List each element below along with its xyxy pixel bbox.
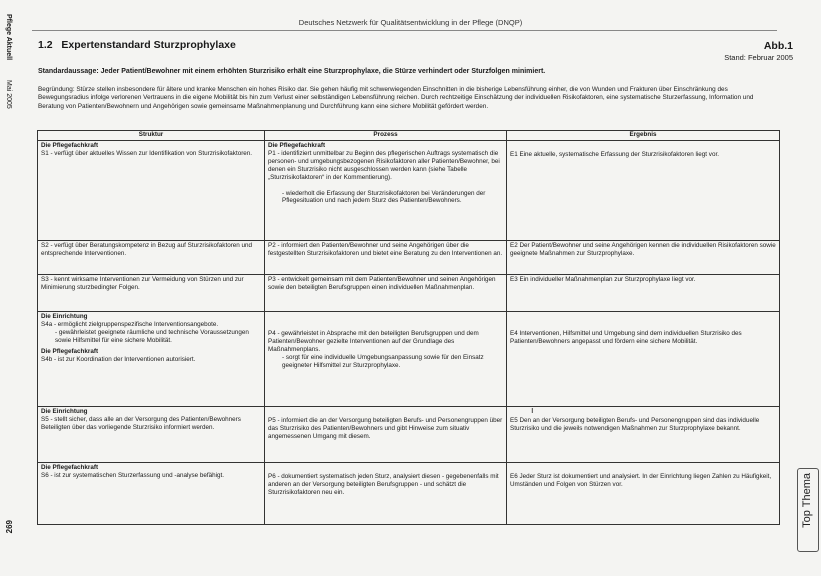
left-margin — [0, 0, 22, 576]
structure-role-label-2: Die Pflegefachkraft — [41, 347, 99, 355]
structure-cell — [38, 463, 265, 525]
process-criterion-continued: - sorgt für eine individuelle Umgebungsanpassung sowie für den Einsatz geeigneter Hilfsmittel zur Sturzprophylaxe. — [282, 353, 484, 369]
structure-cell — [38, 312, 265, 407]
structure-criterion-b: S4b - ist zur Koordination der Interventionen autorisiert. — [41, 355, 196, 363]
result-criterion: E2 Der Patient/Bewohner und seine Angehörigen kennen die individuellen Risikofaktoren sowie geeignete Maßnahmen zur Sturzprophylaxe. — [510, 242, 776, 257]
result-cell — [507, 141, 780, 241]
standard-table — [37, 130, 780, 525]
process-cell — [265, 141, 507, 241]
column-header-structure: Struktur — [38, 131, 265, 141]
pen-mark: ı — [531, 405, 534, 415]
date-stamp: Stand: Februar 2005 — [724, 53, 793, 62]
process-criterion: P2 - informiert den Patienten/Bewohner und seine Angehörigen über die festgestellten Sturzrisikofaktoren und bietet eine Beratung zu den Interventionen an. — [268, 242, 503, 257]
result-cell — [507, 407, 780, 463]
journal-name: Pflege Aktuell — [5, 14, 12, 61]
structure-criterion: S1 - verfügt über aktuelles Wissen zur Identifikation von Sturzrisikofaktoren. — [41, 149, 253, 157]
structure-cell — [38, 141, 265, 241]
structure-cell — [38, 275, 265, 312]
process-cell — [265, 241, 507, 275]
table-header-row — [38, 131, 780, 141]
header-rule — [32, 30, 777, 31]
structure-cell — [38, 407, 265, 463]
result-criterion: E6 Jeder Sturz ist dokumentiert und analysiert. In der Einrichtung liegen Zahlen zu Häufigkeit, Umständen und Folgen von Stürzen vor. — [510, 473, 772, 488]
result-criterion: E3 Ein individueller Maßnahmenplan zur Sturzprophylaxe liegt vor. — [510, 276, 696, 283]
table-row — [38, 407, 780, 463]
table-row — [38, 463, 780, 525]
result-cell — [507, 312, 780, 407]
process-criterion: P5 - informiert die an der Versorgung beteiligten Berufs- und Personengruppen über das Sturzrisiko des Patienten/Bewohners und gibt Hinweise zum situativ angemessenen Umgang mit diesem. — [268, 417, 503, 440]
process-cell — [265, 275, 507, 312]
result-criterion: E4 Interventionen, Hilfsmittel und Umgebung sind dem individuellen Sturzrisiko des Patienten/Bewohners angepasst und fördern eine sichere Mobilität. — [510, 330, 742, 345]
process-criterion: P4 - gewährleistet in Absprache mit den beteiligten Berufsgruppen und dem Patienten/Bewohner gezielte Interventionen auf der Grundlage des Maßnahmenplans. — [268, 330, 479, 353]
table-row — [38, 312, 780, 407]
structure-criterion: S6 - ist zur systematischen Sturzerfassung und -analyse befähigt. — [41, 471, 225, 479]
structure-criterion: S2 - verfügt über Beratungskompetenz in Bezug auf Sturzrisikofaktoren und entsprechende Interventionen. — [41, 242, 253, 257]
process-cell — [265, 463, 507, 525]
result-criterion: E1 Eine aktuelle, systematische Erfassung der Sturzrisikofaktoren liegt vor. — [510, 151, 719, 158]
journal-issue: Mai 2005 — [5, 80, 12, 109]
result-cell — [507, 241, 780, 275]
table-row — [38, 275, 780, 312]
structure-role-label: Die Einrichtung — [41, 313, 88, 320]
figure-label: Abb.1 — [763, 40, 793, 52]
structure-role-label: Die Pflegefachkraft — [41, 464, 99, 471]
process-criterion: P6 - dokumentiert systematisch jeden Sturz, analysiert diesen - gegebenenfalls mit anderen an der Versorgung beteiligten Berufsgruppen - und schätzt die Sturzrisikofaktoren neu ein. — [268, 473, 499, 496]
process-criterion: P3 - entwickelt gemeinsam mit dem Patienten/Bewohner und seinen Angehörigen sowie den beteiligten Berufsgruppen einen individuellen Maßnahmenplan. — [268, 276, 496, 291]
section-number: 1.2 — [38, 39, 53, 51]
table-row — [38, 241, 780, 275]
column-header-result: Ergebnis — [507, 131, 780, 141]
process-criterion: P1 - identifiziert unmittelbar zu Beginn des pflegerischen Auftrags systematisch die personen- und umgebungsbezogenen Risikofaktoren aller Patienten/Bewohner, bei denen ein Sturzrisiko nicht ausgeschlossen werden kann (siehe Tabelle „Sturzrisikofaktoren“ in der Kommentierung). — [268, 149, 500, 181]
structure-role-label: Die Einrichtung — [41, 408, 88, 415]
justification-text: Begründung: Stürze stellen insbesondere für ältere und kranke Menschen ein hohes Risiko dar. Sie gehen häufig mit schwerwiegenden Einschnitten in die bisherige Lebensführung einher, die von Wunden und Frakturen über Einschränkung des Bewegungsradius infolge verlorenen Vertrauens in die eigene Mobilität bis hin zum Verlust einer selbständigen Lebensführung reichen. Durch rechtzeitige Einschätzung der individuellen Risikofaktoren, eine systematische Sturzerfassung, Information und Beratung von Patienten/Bewohnern und Angehörigen sowie gemeinsame Maßnahmenplanung und Durchführung kann eine sichere Mobilität gefördert werden. — [38, 86, 754, 110]
result-criterion: E5 Den an der Versorgung beteiligten Berufs- und Personengruppen sind das individuelle Sturzrisiko und die jeweils notwendigen Maßnahmen zur Sturzprophylaxe bekannt. — [510, 417, 760, 432]
process-cell — [265, 407, 507, 463]
structure-criterion: S4a - ermöglicht zielgruppenspezifische Interventionsangebote. — [41, 320, 219, 328]
section-heading: Expertenstandard Sturzprophylaxe — [61, 39, 236, 51]
structure-role-label: Die Pflegefachkraft — [41, 142, 99, 149]
process-criterion-continued: - wiederholt die Erfassung der Sturzrisikofaktoren bei Veränderungen der Pflegesituation und nach jedem Sturz des Patienten/Bewohners. — [282, 189, 486, 205]
standard-statement: Standardaussage: Jeder Patient/Bewohner mit einem erhöhten Sturzrisiko erhält eine Sturzprophylaxe, die Stürze verhindert oder Sturzfolgen minimiert. — [38, 68, 546, 75]
result-cell — [507, 275, 780, 312]
process-role-label: Die Pflegefachkraft — [268, 142, 326, 149]
top-thema-tab — [797, 468, 819, 552]
structure-criterion: S3 - kennt wirksame Interventionen zur Vermeidung von Stürzen und zur Minimierung sturzbedingter Folgen. — [41, 276, 244, 291]
page-number: 269 — [5, 520, 14, 534]
structure-criterion-continued: - gewährleistet geeignete räumliche und technische Voraussetzungen sowie Hilfsmittel für eine sichere Mobilität. — [55, 328, 249, 344]
column-header-process: Prozess — [265, 131, 507, 141]
structure-criterion: S5 - stellt sicher, dass alle an der Versorgung des Patienten/Bewohners Beteiligten über das vorliegende Sturzrisiko informiert werden. — [41, 415, 241, 431]
running-header: Deutsches Netzwerk für Qualitätsentwicklung in der Pflege (DNQP) — [298, 18, 523, 27]
structure-cell — [38, 241, 265, 275]
table-row — [38, 141, 780, 241]
process-cell — [265, 312, 507, 407]
section-title — [38, 39, 236, 51]
result-cell — [507, 463, 780, 525]
top-thema-label: Top Thema — [801, 473, 813, 528]
